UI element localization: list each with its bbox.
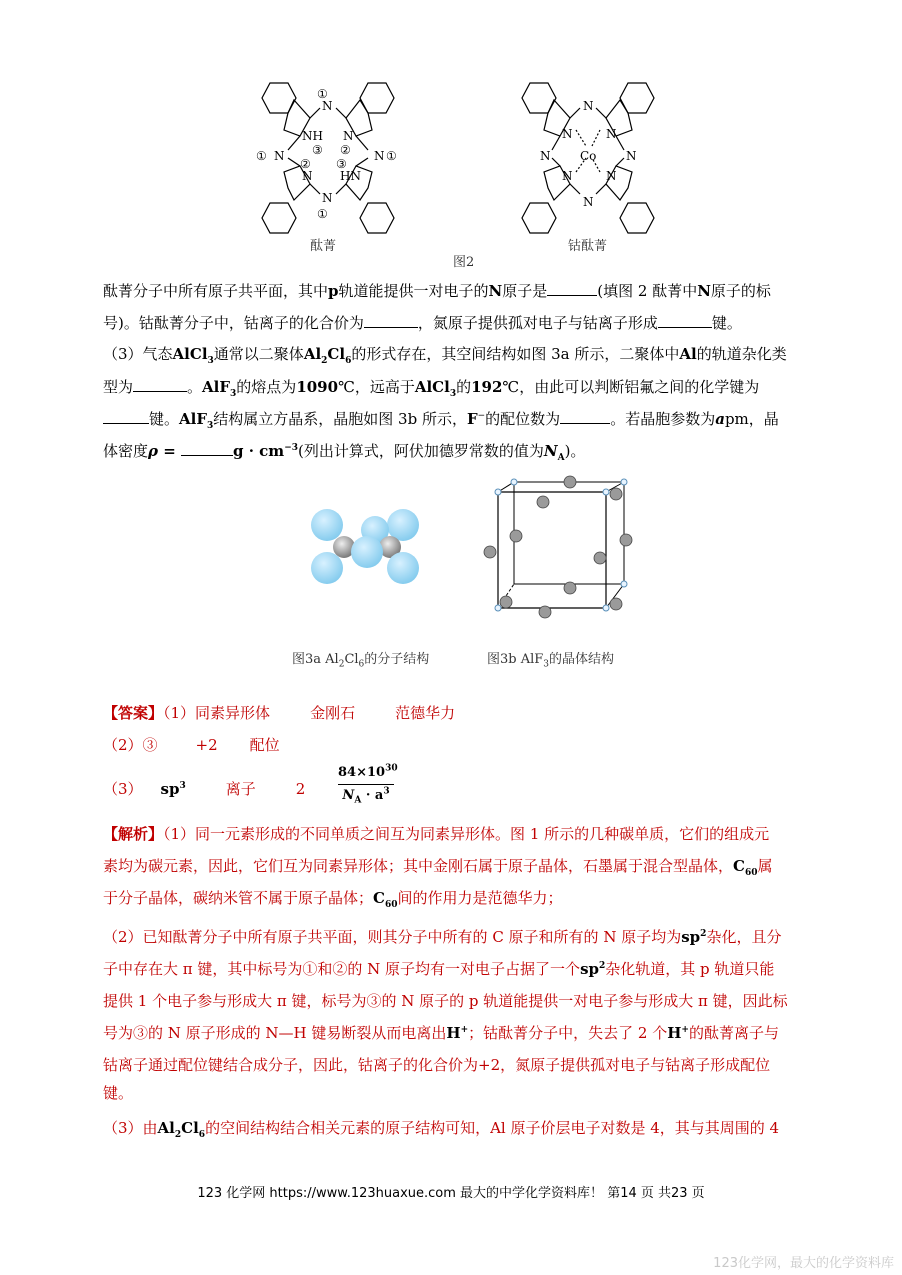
mol1-name: 酞菁	[310, 239, 337, 254]
f-ion	[610, 598, 622, 610]
analysis-p1-line-2: 素均为碳元素，因此，它们互为同素异形体；其中金刚石属于原子晶体，石墨属于混合型晶体，$C_{60}$属	[103, 857, 773, 878]
label-2: ②	[340, 143, 351, 157]
answer-blank[interactable]	[133, 375, 187, 392]
analysis-p2-line-2: 子中存在大 π 键，其中标号为①和②的 N 原子均有一对电子占据了一个$sp^2$杂化轨道，其 p 轨道只能	[103, 960, 775, 978]
question-line-6: 体密度$\rho = g \cdot cm^{-3}$(列出计算式，阿伏加德罗常数的值为$N_A$)。	[103, 439, 585, 462]
question-line-4: 型为 。AlF$_3$的熔点为1090℃，远高于AlCl$_3$的192℃，由此可以判断铝氟之间的化学键为	[103, 375, 759, 398]
figure-3a-al2cl6-molecule	[300, 500, 430, 595]
cl-atom	[311, 509, 343, 541]
answer-tag: 【答案】	[103, 704, 164, 722]
answer-blank[interactable]	[658, 311, 712, 328]
question-line-2: 号)。钴酞菁分子中，钴离子的化合价为 ，氮原子提供孤对电子与钴离子形成 键。	[103, 311, 742, 334]
label-3: ③	[312, 143, 323, 157]
atom-N: N	[374, 149, 385, 163]
answer-fraction: $84\times 10^{30}$ $N_A \cdot a^3$	[338, 763, 398, 806]
question-line-5: 键。AlF$_3$结构属立方晶系，晶胞如图 3b 所示，F−的配位数为 。若晶胞参数为apm，晶	[103, 407, 779, 430]
f-ion	[500, 596, 512, 608]
analysis-tag: 【解析】	[103, 825, 164, 843]
analysis-p2-line-3: 提供 1 个电子参与形成大 π 键，标号为③的 N 原子的 p 轨道能提供一对电子参与形成大 π 键，因此标	[103, 992, 788, 1010]
al-ion	[495, 489, 501, 495]
answer-blank[interactable]	[560, 407, 610, 424]
f-ion	[564, 582, 576, 594]
question-line-1: 酞菁分子中所有原子共平面，其中p轨道能提供一对电子的N原子是 (填图 2 酞菁中N原子的标	[103, 279, 771, 302]
f-ion	[484, 546, 496, 558]
al-ion	[603, 605, 609, 611]
atom-N: N	[626, 149, 637, 163]
f-ion	[610, 488, 622, 500]
cl-atom	[351, 536, 383, 568]
al-ion	[621, 581, 627, 587]
answer-blank[interactable]	[103, 407, 149, 424]
cl-atom	[311, 552, 343, 584]
page-footer: 123 化学网 https://www.123huaxue.com 最大的中学化学资料库！ 第14 页 共23 页	[197, 1186, 705, 1201]
analysis-p2-line-1: （2）已知酞菁分子中所有原子共平面，则其分子中所有的 C 原子和所有的 N 原子均为$sp^2$杂化，且分	[103, 928, 782, 946]
atom-N: N	[583, 195, 594, 209]
figure-2-phthalocyanine	[240, 78, 680, 268]
atom-N: N	[274, 149, 285, 163]
label-1: ①	[317, 87, 328, 101]
question-line-3: （3）气态AlCl$_3$通常以二聚体$Al_2Cl_6$的形式存在，其空间结构如图 3a 所示，二聚体中Al的轨道杂化类	[103, 345, 787, 366]
watermark: 123化学网，最大的化学资料库	[713, 1256, 894, 1271]
atom-Co: Co	[580, 149, 597, 163]
label-1: ①	[386, 149, 397, 163]
f-ion	[537, 496, 549, 508]
f-ion	[620, 534, 632, 546]
atom-N: N	[562, 169, 573, 183]
label-1: ①	[256, 149, 267, 163]
atom-NH: NH	[302, 129, 323, 143]
analysis-p1-line-1: 【解析】（1）同一元素形成的不同单质之间互为同素异形体。图 1 所示的几种碳单质，它们的组成元	[103, 825, 770, 843]
al-ion	[511, 479, 517, 485]
cl-atom	[387, 552, 419, 584]
f-ion	[564, 476, 576, 488]
answer-blank[interactable]	[181, 439, 233, 456]
analysis-p2-line-6: 键。	[103, 1084, 134, 1102]
f-ion	[510, 530, 522, 542]
label-2: ②	[300, 157, 311, 171]
atom-N: N	[562, 127, 573, 141]
figure-3b-caption: 图3b AlF$_3$的晶体结构	[487, 652, 615, 670]
answer-blank[interactable]	[547, 279, 597, 296]
answer-line-3: （3） $sp^3$ 离子 2	[103, 780, 306, 798]
al-ion	[603, 489, 609, 495]
atom-N: N	[583, 99, 594, 113]
atom-N: N	[322, 191, 333, 205]
atom-N: N	[302, 169, 313, 183]
analysis-p3-line-1: （3）由$Al_2Cl_6$的空间结构结合相关元素的原子结构可知，Al 原子价层电子对数是 4，其与其周围的 4	[103, 1119, 780, 1140]
label-3: ③	[336, 157, 347, 171]
atom-HN: HN	[340, 169, 361, 183]
atom-N: N	[606, 127, 617, 141]
f-ion	[594, 552, 606, 564]
atom-N: N	[540, 149, 551, 163]
al-ion	[621, 479, 627, 485]
f-ion	[539, 606, 551, 618]
analysis-p2-line-4: 号为③的 N 原子形成的 N—H 键易断裂从而电离出H+；钴酞菁分子中，失去了 2 个H+的酞菁离子与	[103, 1024, 779, 1042]
analysis-p1-line-3: 于分子晶体，碳纳米管不属于原子晶体；$C_{60}$间的作用力是范德华力；	[103, 889, 563, 910]
answer-line-1: 【答案】（1）同素异形体 金刚石 范德华力	[103, 704, 456, 722]
mol2-name: 钴酞菁	[568, 239, 608, 254]
analysis-p2-line-5: 钴离子通过配位键结合成分子，因此，钴离子的化合价为+2，氮原子提供孤对电子与钴离子形成配位	[103, 1056, 771, 1074]
atom-N: N	[322, 99, 333, 113]
answer-blank[interactable]	[364, 311, 418, 328]
answer-line-2: （2）③ +2 配位	[103, 736, 280, 754]
figure-3a-caption: 图3a $Al_2Cl_6$的分子结构	[292, 652, 430, 670]
atom-N: N	[606, 169, 617, 183]
figure2-caption: 图2	[453, 255, 475, 268]
figure-3b-alf3-crystal	[478, 472, 638, 622]
al-ion	[495, 605, 501, 611]
atom-N: N	[343, 129, 354, 143]
label-1: ①	[317, 207, 328, 221]
